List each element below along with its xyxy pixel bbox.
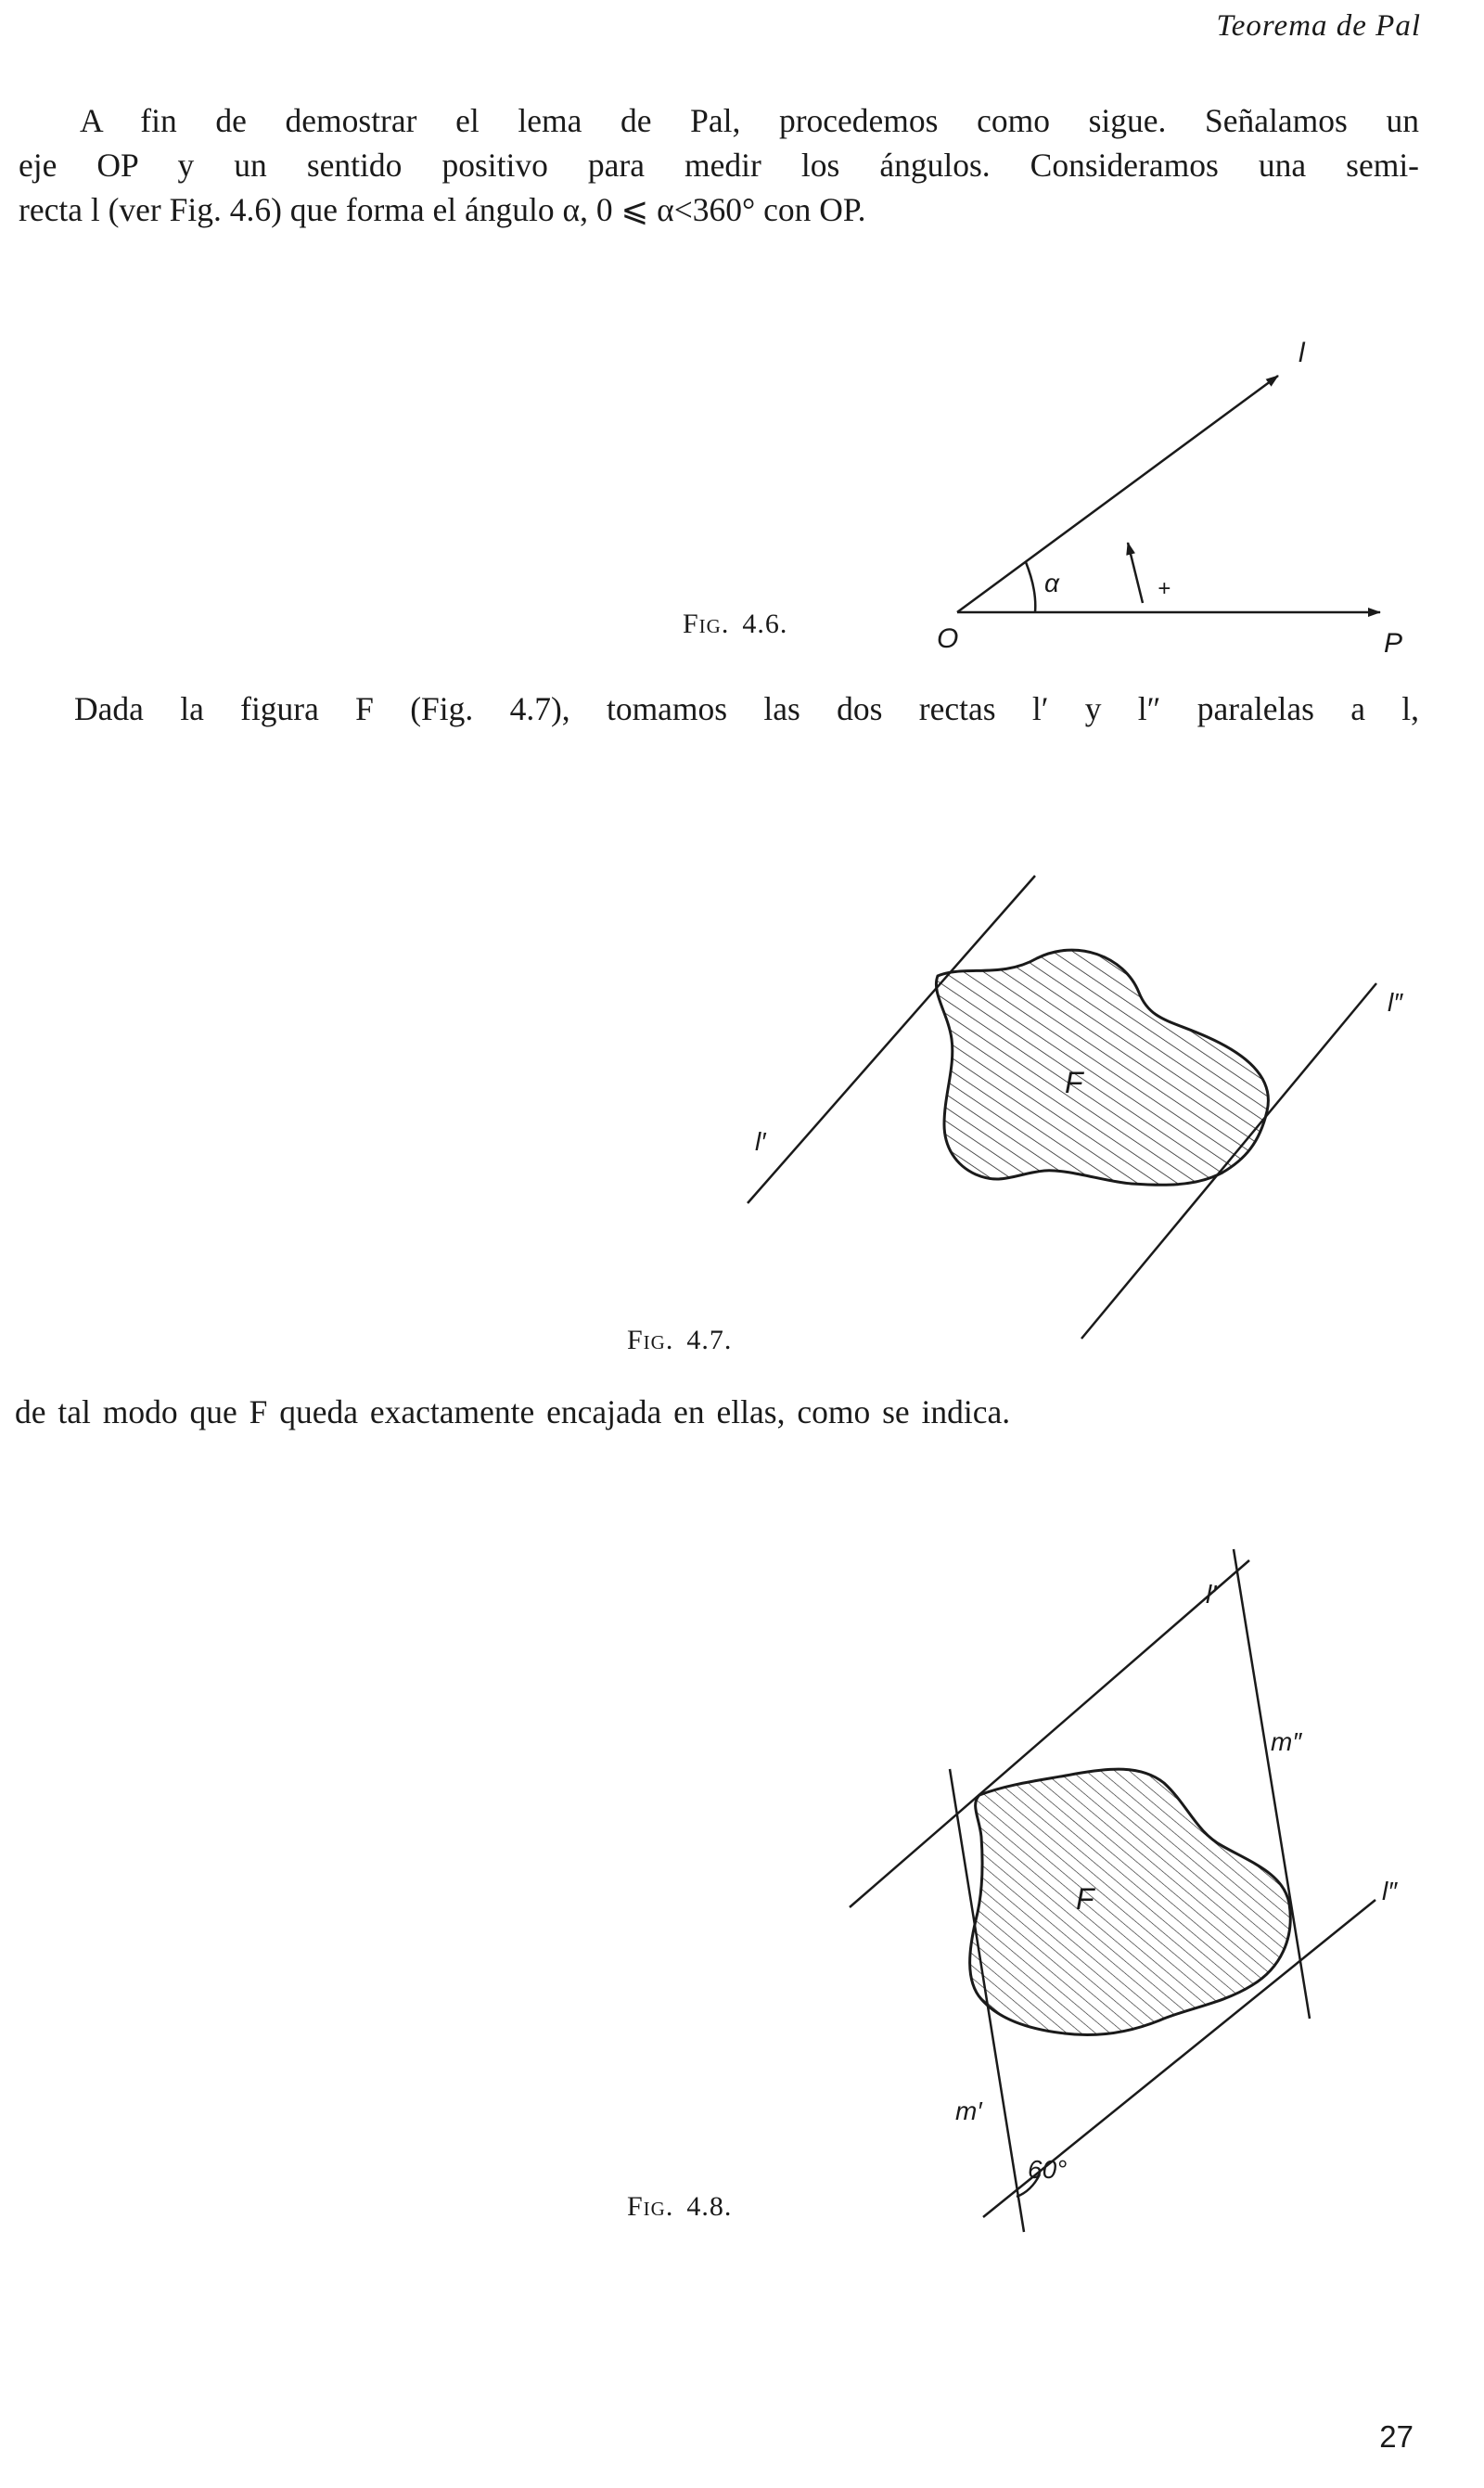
paragraph-figure-f: Dada la figura F (Fig. 4.7), tomamos las dos rectas l′ y l″ paralelas a l, xyxy=(74,690,1419,727)
label-plus: + xyxy=(1158,576,1171,601)
page-number: 27 xyxy=(1379,2419,1414,2454)
figure-4-7-caption: Fig. 4.7. xyxy=(627,1325,733,1355)
paragraph-intro-line-1: A fin de demostrar el lema de Pal, procedemos como sigue. Señalamos un xyxy=(80,102,1419,139)
label-l-double-prime-fig48: l″ xyxy=(1382,1877,1398,1905)
label-P: P xyxy=(1384,628,1403,659)
figure-4-8-caption: Fig. 4.8. xyxy=(627,2191,733,2222)
label-F-fig47: F xyxy=(1065,1066,1083,1099)
label-angle-60: 60° xyxy=(1028,2155,1068,2184)
label-m-double-prime: m″ xyxy=(1271,1727,1302,1756)
label-l-prime-fig47: l′ xyxy=(755,1127,766,1156)
label-l: l xyxy=(1298,338,1305,368)
label-m-prime: m′ xyxy=(955,2097,982,2125)
paragraph-intro-line-2: eje OP y un sentido positivo para medir los ángulos. Consideramos una semi- xyxy=(19,147,1419,184)
figure-F-blob-fig48 xyxy=(970,1769,1291,2034)
label-O: O xyxy=(937,623,959,654)
label-F-fig48: F xyxy=(1076,1882,1094,1916)
label-alpha: α xyxy=(1044,569,1059,597)
label-l-double-prime-fig47: l″ xyxy=(1388,988,1403,1017)
label-l-prime-fig48: l′ xyxy=(1206,1580,1217,1609)
paragraph-intro-line-3: recta l (ver Fig. 4.6) que forma el ángulo α, 0 ⩽ α<360° con OP. xyxy=(19,191,866,228)
paragraph-fitting: de tal modo que F queda exactamente encajada en ellas, como se indica. xyxy=(15,1393,1011,1430)
running-title: Teorema de Pal xyxy=(1216,9,1421,43)
figure-4-6-caption: Fig. 4.6. xyxy=(683,609,788,639)
